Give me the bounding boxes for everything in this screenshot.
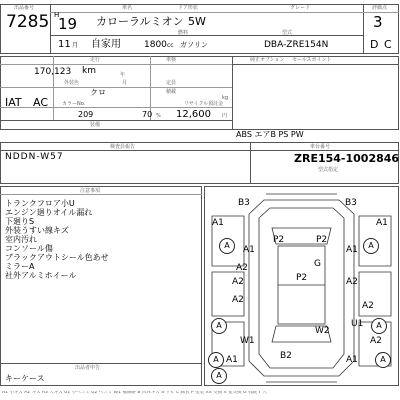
year-value: 19 bbox=[58, 15, 78, 33]
color-no-caption: カラーNo. bbox=[62, 101, 86, 107]
sales-point-caption: セールスポイント bbox=[292, 57, 332, 63]
damage-mark: A2 bbox=[346, 277, 358, 287]
recycle-unit: 円 bbox=[222, 113, 228, 119]
equipment-value: ABS エアB PS PW bbox=[236, 130, 304, 139]
damage-mark: B3 bbox=[345, 198, 357, 208]
recycle-caption: リサイクル預託金 bbox=[184, 101, 224, 107]
month-label: 月 bbox=[122, 80, 128, 86]
era-label: H bbox=[54, 11, 60, 19]
usage-value: 自家用 bbox=[91, 39, 121, 50]
mileage-caption: 走行 bbox=[90, 57, 101, 63]
wheel-mark: A bbox=[219, 238, 235, 254]
load-unit: kg bbox=[222, 95, 229, 101]
wheel-mark: A bbox=[363, 238, 379, 254]
recycle-fee: 12,600 bbox=[176, 109, 211, 120]
inspection-caption: 車検 bbox=[166, 57, 177, 63]
options-caption: 純正オプション bbox=[250, 57, 285, 63]
wheel-mark: A bbox=[208, 352, 224, 368]
displacement-unit: cc bbox=[167, 42, 174, 49]
month-value: 11 bbox=[58, 39, 71, 50]
chassis-caption: 車台番号 bbox=[310, 144, 331, 150]
mileage-value: 170,123 bbox=[34, 67, 72, 77]
spec-value: NDDN-W57 bbox=[5, 152, 64, 162]
damage-mark: A2 bbox=[236, 263, 248, 273]
footer-legend: A1 小キズ A2 キズ A3 大キズ U1 小ヘコミ U2 ヘコミ W1 補修跡 B 凹みキズ S サビ C 腐食 P 塗装 XX 交換 X 要交換 G 石跳 Y 穴 bbox=[2, 391, 267, 395]
lot-caption: 出品番号 bbox=[14, 5, 35, 11]
inspector-caption: 検査員報告 bbox=[110, 144, 136, 150]
load-caption: 積載 bbox=[166, 89, 177, 95]
damage-mark: A2 bbox=[232, 277, 244, 287]
wheel-mark: A bbox=[211, 368, 227, 384]
fuel-value: ガソリン bbox=[180, 41, 208, 49]
model-value: DBA-ZRE154N bbox=[264, 40, 329, 50]
interior-grade: D bbox=[370, 38, 379, 51]
damage-mark: B3 bbox=[238, 198, 250, 208]
damage-mark: W1 bbox=[240, 336, 255, 346]
color-caption: 外装色 bbox=[64, 80, 80, 86]
car-name-caption: 車名 bbox=[122, 5, 133, 11]
displacement-value: 1800 bbox=[144, 40, 167, 50]
damage-mark: G bbox=[314, 259, 321, 269]
month-unit: 月 bbox=[72, 42, 79, 49]
width-value: 70 bbox=[142, 110, 153, 119]
year-label: 年 bbox=[120, 72, 126, 78]
door-type: 5W bbox=[188, 15, 206, 28]
notes-caption: 注意事項 bbox=[80, 188, 101, 194]
model-caption: 型式 bbox=[282, 30, 293, 36]
note-line: 下廻りS bbox=[5, 217, 35, 226]
remarks-caption: 出品者申告 bbox=[75, 365, 101, 371]
damage-mark: A1 bbox=[212, 218, 224, 228]
height-unit: % bbox=[156, 113, 161, 119]
exterior-grade: C bbox=[384, 38, 392, 51]
seats-caption: 定員 bbox=[166, 80, 177, 86]
ac-value: AC bbox=[33, 96, 49, 109]
damage-mark: A2 bbox=[362, 301, 374, 311]
damage-mark: P2 bbox=[316, 235, 328, 245]
equipment-caption: 装備 bbox=[90, 122, 101, 128]
score-value: 3 bbox=[373, 13, 383, 31]
damage-mark: P2 bbox=[273, 235, 285, 245]
note-line: エンジン廻りオイル漏れ bbox=[5, 208, 93, 217]
grade-caption: グレード bbox=[290, 5, 311, 11]
damage-mark: P2 bbox=[296, 273, 308, 283]
damage-mark: A1 bbox=[346, 355, 358, 365]
note-line: 社外アルミホイール bbox=[5, 271, 77, 280]
note-line: トランクフロア小U bbox=[5, 199, 75, 208]
note-line: 外装うすい線キズ bbox=[5, 226, 69, 235]
wheel-mark: A bbox=[375, 352, 391, 368]
length-value: 209 bbox=[78, 110, 94, 119]
damage-mark: U1 bbox=[351, 319, 364, 329]
damage-mark: A2 bbox=[370, 336, 382, 346]
lot-number: 7285 bbox=[6, 12, 50, 32]
wheel-mark: A bbox=[211, 318, 227, 334]
transmission-value: IAT bbox=[5, 96, 22, 109]
color-value: クロ bbox=[90, 88, 106, 97]
note-line: コンソール傷 bbox=[5, 244, 53, 253]
mileage-unit: km bbox=[82, 66, 96, 76]
damage-mark: A1 bbox=[346, 245, 358, 255]
car-name: カローラルミオン bbox=[96, 15, 184, 28]
damage-mark: A2 bbox=[232, 295, 244, 305]
door-type-caption: ドア形状 bbox=[178, 5, 198, 11]
remarks-value: キーケース bbox=[5, 374, 45, 383]
note-line: ブラックアウトシール色あせ bbox=[5, 253, 109, 262]
damage-mark: B2 bbox=[280, 351, 292, 361]
chassis-number: ZRE154-1002846 bbox=[294, 152, 400, 165]
note-line: 室内汚れ bbox=[5, 235, 37, 244]
wheel-mark: A bbox=[371, 318, 387, 334]
damage-mark: W2 bbox=[315, 326, 330, 336]
score-caption: 評価点 bbox=[372, 5, 388, 11]
spec-caption: 型式指定 bbox=[318, 167, 339, 173]
damage-mark: A1 bbox=[243, 245, 255, 255]
damage-mark: A1 bbox=[376, 218, 388, 228]
damage-mark: A1 bbox=[226, 355, 238, 365]
fuel-caption: 燃料 bbox=[178, 30, 189, 36]
note-line: ミラーA bbox=[5, 262, 35, 271]
